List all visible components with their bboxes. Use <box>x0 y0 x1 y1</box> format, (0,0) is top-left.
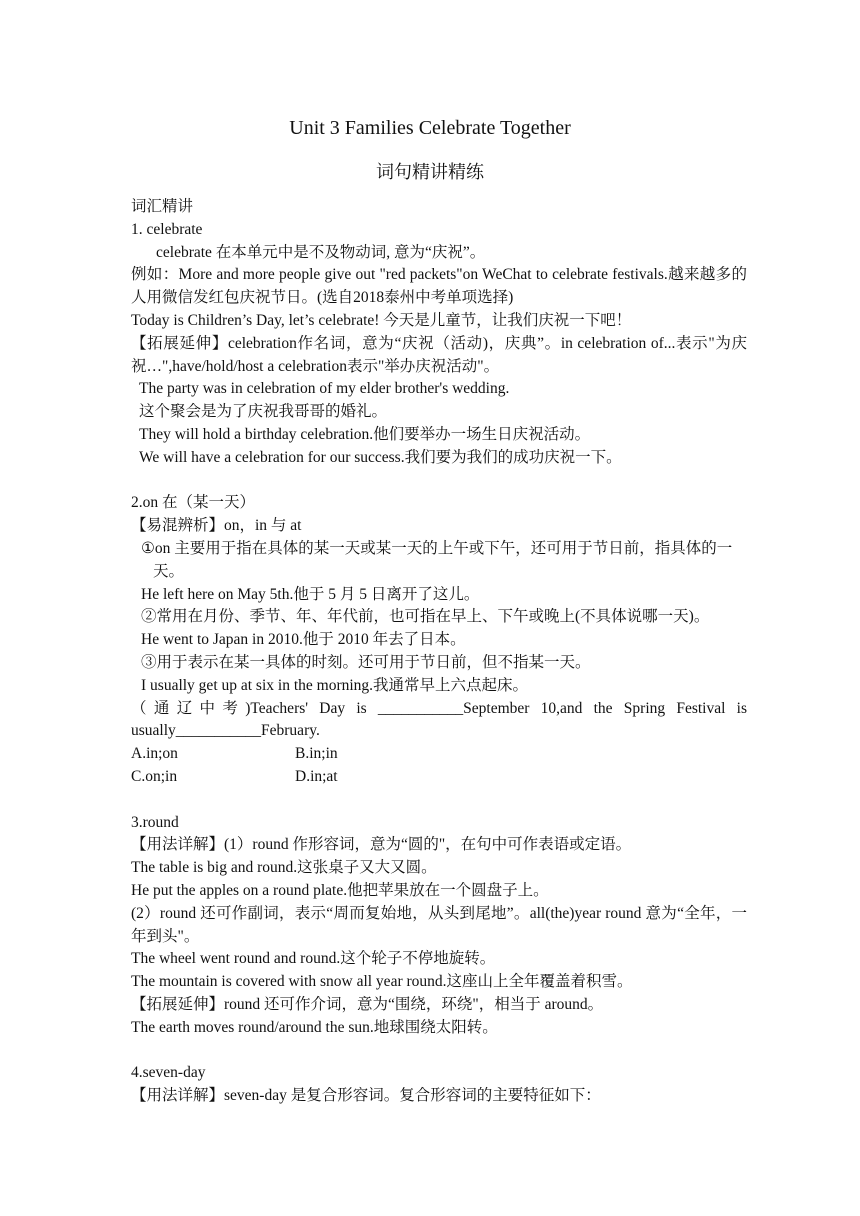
spacer <box>131 789 747 812</box>
spacer <box>131 1039 747 1062</box>
vocab-heading: 1. celebrate <box>131 220 203 238</box>
option-a: A.in;on <box>131 745 178 763</box>
section-heading: 词汇精讲 <box>131 198 194 215</box>
paragraph: 【用法详解】seven-day 是复合形容词。复合形容词的主要特征如下： <box>131 1087 601 1105</box>
example-sentence: The earth moves round/around the sun.地球围绕太阳转。 <box>131 1018 498 1036</box>
example-sentence: The party was in celebration of my elder brother's wedding. <box>139 380 510 398</box>
page-subtitle: 词句精讲精练 <box>376 162 484 183</box>
paragraph: Today is Children’s Day, let’s celebrate! 今天是儿童节，让我们庆祝一下吧！ <box>131 311 632 329</box>
option-d: D.in;at <box>295 767 338 785</box>
paragraph: celebrate 在本单元中是不及物动词, 意为“庆祝”。 <box>156 243 486 261</box>
example-sentence: He left here on May 5th.他于 5 月 5 日离开了这儿。 <box>141 585 480 603</box>
page-title: Unit 3 Families Celebrate Together <box>289 117 571 139</box>
exercise-options-row <box>131 766 747 789</box>
option-b: B.in;in <box>295 745 338 763</box>
vocab-heading: 2.on 在（某一天） <box>131 494 256 512</box>
vocab-heading: 3.round <box>131 813 179 831</box>
example-sentence: The wheel went round and round.这个轮子不停地旋转。 <box>131 950 496 968</box>
example-sentence: They will hold a birthday celebration.他们要举办一场生日庆祝活动。 <box>139 425 591 443</box>
paragraph: 【用法详解】(1）round 作形容词，意为“圆的"，在句中可作表语或定语。 <box>131 836 632 854</box>
paragraph: ③用于表示在某一具体的时刻。还可用于节日前，但不指某一天。 <box>141 653 591 671</box>
paragraph: 例如：More and more people give out "red packets"on WeChat to celebrate festivals.越来越多的人用微信发红包庆祝节日。(选自2018泰州中考单项选择) <box>131 266 747 307</box>
example-sentence: The table is big and round.这张桌子又大又圆。 <box>131 859 437 877</box>
exercise-question: （通辽中考)Teachers' Day is ___________September 10,and the Spring Festival is usually___________February. <box>131 699 747 740</box>
paragraph: (2）round 还可作副词，表示“周而复始地，从头到尾地”。all(the)year round 意为“全年，一年到头"。 <box>131 904 747 945</box>
example-sentence: We will have a celebration for our success.我们要为我们的成功庆祝一下。 <box>139 448 622 466</box>
example-sentence: He put the apples on a round plate.他把苹果放在一个圆盘子上。 <box>131 881 549 899</box>
example-sentence: He went to Japan in 2010.他于 2010 年去了日本。 <box>141 631 466 649</box>
document-body <box>131 196 747 1108</box>
paragraph: ②常用在月份、季节、年、年代前，也可指在早上、下午或晚上(不具体说哪一天)。 <box>141 608 710 626</box>
paragraph: 【拓展延伸】round 还可作介词，意为“围绕，环绕"，相当于 around。 <box>131 995 604 1013</box>
paragraph: ①on 主要用于指在具体的某一天或某一天的上午或下午，还可用于节日前，指具体的一天。 <box>141 539 733 580</box>
paragraph: 【易混辨析】on，in 与 at <box>131 517 302 535</box>
example-sentence: I usually get up at six in the morning.我通常早上六点起床。 <box>141 676 529 694</box>
example-translation: 这个聚会是为了庆祝我哥哥的婚礼。 <box>139 403 388 421</box>
spacer <box>131 470 747 493</box>
vocab-heading: 4.seven-day <box>131 1064 206 1082</box>
option-c: C.on;in <box>131 767 178 785</box>
paragraph: 【拓展延伸】celebration作名词，意为“庆祝（活动)，庆典”。in celebration of...表示"为庆祝…",have/hold/host a celebration表示"举办庆祝活动"。 <box>131 334 747 375</box>
example-sentence: The mountain is covered with snow all year round.这座山上全年覆盖着积雪。 <box>131 973 633 991</box>
exercise-options-row <box>131 743 747 766</box>
